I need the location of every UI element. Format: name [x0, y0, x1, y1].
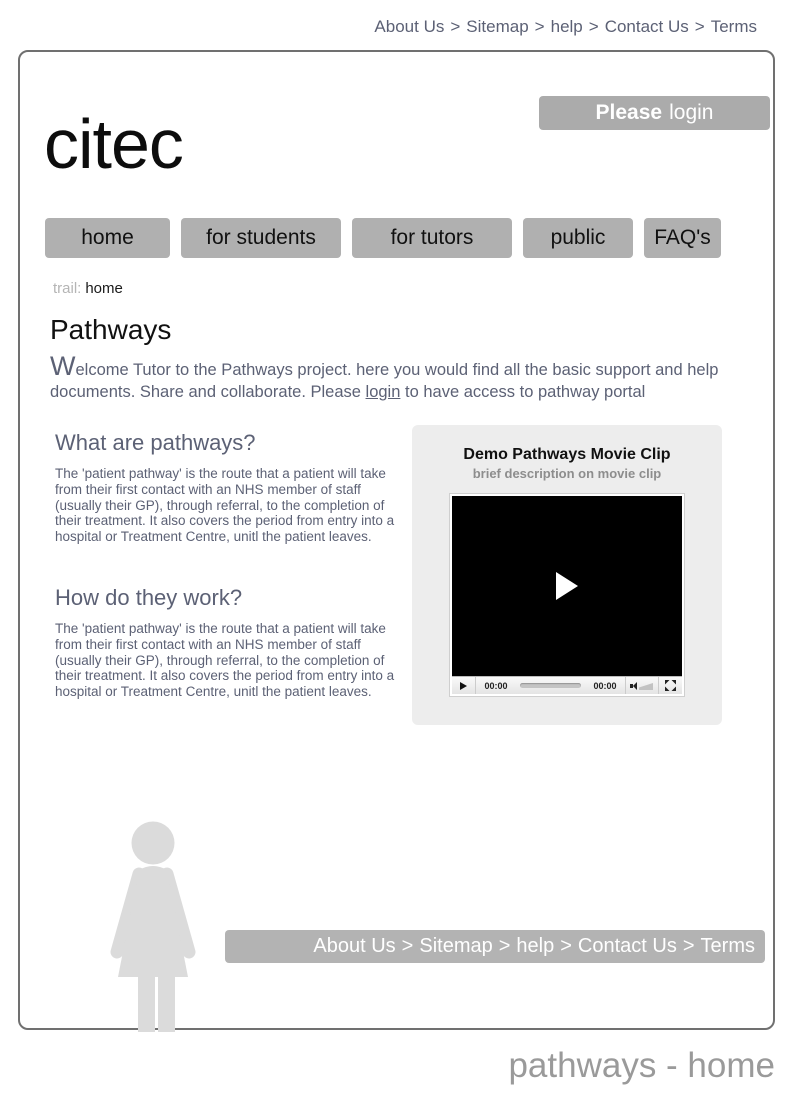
volume-icon	[629, 680, 655, 692]
nav-separator: >	[498, 935, 511, 957]
nav-separator: >	[450, 17, 461, 36]
tab-public[interactable]: public	[523, 218, 633, 258]
trail-current-page[interactable]: home	[85, 280, 123, 297]
login-link[interactable]: login	[365, 383, 401, 401]
play-icon	[460, 682, 467, 690]
section-heading-how-do-they-work: How do they work?	[55, 584, 243, 610]
site-logo: citec	[44, 105, 183, 183]
welcome-dropcap: W	[50, 351, 76, 381]
bottom-nav-link-help[interactable]: help	[516, 935, 555, 957]
play-button[interactable]	[452, 677, 476, 694]
top-nav-link-help[interactable]: help	[550, 17, 583, 36]
nav-separator: >	[560, 935, 572, 957]
duration-time: 00:00	[593, 680, 617, 691]
nav-separator: >	[401, 935, 414, 957]
trail-label: trail:	[53, 280, 82, 297]
page-footer-label: pathways - home	[508, 1046, 775, 1085]
bottom-nav-bar	[225, 930, 765, 963]
bottom-nav-link-sitemap[interactable]: Sitemap	[419, 935, 493, 957]
volume-button[interactable]	[625, 677, 659, 694]
top-nav-link-sitemap[interactable]: Sitemap	[466, 17, 529, 36]
fullscreen-button[interactable]	[659, 677, 682, 694]
content-left-column	[55, 430, 403, 740]
bottom-nav-link-terms[interactable]: Terms	[700, 935, 755, 957]
tab-home[interactable]: home	[45, 218, 170, 258]
video-controls	[452, 676, 682, 694]
nav-separator: >	[588, 17, 599, 36]
login-button-bold-text: Please	[595, 101, 663, 124]
progress-bar[interactable]	[516, 683, 585, 688]
nav-separator: >	[694, 17, 705, 36]
tab-for-students[interactable]: for students	[181, 218, 341, 258]
big-play-icon[interactable]	[556, 572, 578, 600]
fullscreen-icon	[665, 680, 676, 691]
person-silhouette-graphic	[106, 820, 206, 1032]
section-body-what-are-pathways: The 'patient pathway' is the route that a patient will take from their first contact with an NHS member of staff (usually their GP), through referral, to the completion of their treatment. It also covers the period from entry into a hospital or Treatment Centre, unitl the patient leaves.	[55, 466, 395, 545]
section-body-how-do-they-work: The 'patient pathway' is the route that a patient will take from their first contact with an NHS member of staff (usually their GP), through referral, to the completion of their treatment. It also covers the period from entry into a hospital or Treatment Centre, unitl the patient leaves.	[55, 620, 395, 700]
please-login-button[interactable]	[539, 96, 770, 130]
welcome-paragraph	[50, 351, 750, 403]
movie-panel-subtitle: brief description on movie clip	[472, 466, 662, 481]
top-nav-link-contact-us[interactable]: Contact Us	[604, 17, 689, 36]
welcome-text: elcome Tutor to the Pathways project. here you would find all the basic support and help documents. Share and collaborate. Please	[50, 361, 719, 401]
top-breadcrumb-nav	[374, 17, 757, 37]
movie-panel-title: Demo Pathways Movie Clip	[463, 446, 671, 463]
nav-separator: >	[534, 17, 545, 36]
breadcrumb	[53, 280, 123, 297]
progress-track	[520, 683, 581, 688]
welcome-text-after: to have access to pathway portal	[400, 383, 646, 401]
elapsed-time: 00:00	[484, 680, 508, 691]
main-nav-tabs	[45, 218, 721, 258]
top-nav-link-about-us[interactable]: About Us	[374, 17, 445, 36]
section-heading-what-are-pathways: What are pathways?	[55, 430, 256, 455]
login-button-text: login	[669, 101, 714, 124]
video-player	[449, 493, 685, 697]
main-container	[18, 50, 775, 1030]
tab-for-tutors[interactable]: for tutors	[352, 218, 512, 258]
page-title: Pathways	[50, 314, 172, 345]
top-nav-link-terms[interactable]: Terms	[710, 17, 757, 36]
tab-faqs[interactable]: FAQ's	[644, 218, 721, 258]
bottom-nav-link-about-us[interactable]: About Us	[313, 935, 396, 957]
bottom-nav-link-contact-us[interactable]: Contact Us	[577, 935, 677, 957]
video-screen[interactable]	[452, 496, 682, 676]
nav-separator: >	[682, 935, 695, 957]
movie-clip-panel	[412, 425, 722, 725]
